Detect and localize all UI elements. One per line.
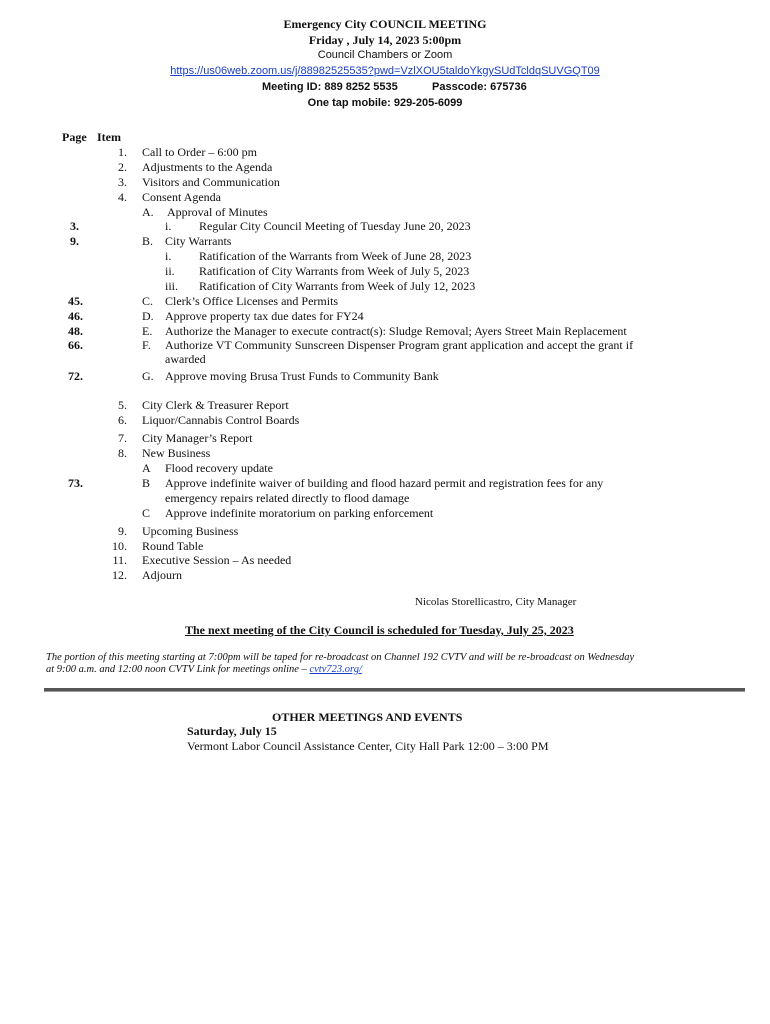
event-day: Saturday, July 15 bbox=[187, 724, 277, 738]
consent-subitem: Regular City Council Meeting of Tuesday June 20, 2023 bbox=[199, 219, 471, 233]
consent-item: Approve property tax due dates for FY24 bbox=[165, 309, 364, 323]
consent-item: Approval of Minutes bbox=[167, 205, 268, 219]
page-column-header: Page bbox=[62, 130, 87, 144]
agenda-number: 1. bbox=[118, 145, 127, 159]
page-number: 48. bbox=[68, 324, 83, 338]
agenda-item: Liquor/Cannabis Control Boards bbox=[142, 413, 300, 427]
agenda-number: 5. bbox=[118, 398, 127, 412]
agenda-item: City Clerk & Treasurer Report bbox=[142, 398, 289, 412]
consent-label: A. bbox=[142, 205, 154, 219]
agenda-item: City Manager’s Report bbox=[142, 431, 253, 445]
agenda-item: New Business bbox=[142, 446, 211, 460]
consent-label: C. bbox=[142, 294, 154, 308]
consent-sublabel: i. bbox=[165, 249, 172, 263]
consent-item-continued: awarded bbox=[165, 352, 206, 366]
page-number: 46. bbox=[68, 309, 83, 323]
new-business-item: Approve indefinite waiver of building and flood hazard permit and registration fees for any bbox=[165, 476, 604, 490]
agenda-number: 12. bbox=[112, 568, 127, 582]
consent-item: City Warrants bbox=[165, 234, 232, 248]
consent-item: Approve moving Brusa Trust Funds to Community Bank bbox=[165, 369, 439, 383]
signature: Nicolas Storellicastro, City Manager bbox=[415, 596, 577, 608]
new-business-label: C bbox=[142, 506, 151, 520]
page-number: 3. bbox=[70, 219, 79, 233]
new-business-item-continued: emergency repairs related directly to flood damage bbox=[165, 491, 410, 505]
consent-label: E. bbox=[142, 324, 153, 338]
broadcast-text: at 9:00 a.m. and 12:00 noon CVTV Link for meetings online – bbox=[46, 664, 310, 675]
agenda-item: Executive Session – As needed bbox=[142, 553, 292, 567]
agenda-number: 6. bbox=[118, 413, 127, 427]
other-meetings-title: OTHER MEETINGS AND EVENTS bbox=[272, 710, 463, 724]
consent-label: D. bbox=[142, 309, 154, 323]
agenda-item: Adjustments to the Agenda bbox=[142, 160, 273, 174]
page-number: 9. bbox=[70, 234, 79, 248]
consent-sublabel: ii. bbox=[165, 264, 175, 278]
zoom-link[interactable]: https://us06web.zoom.us/j/88982525535?pwd=VzlXOU5taldoYkgySUdTcldqSUVGQT09 bbox=[170, 65, 600, 77]
agenda-item: Upcoming Business bbox=[142, 524, 239, 538]
page-number: 45. bbox=[68, 294, 83, 308]
agenda-number: 9. bbox=[118, 524, 127, 538]
agenda-number: 8. bbox=[118, 446, 127, 460]
passcode: Passcode: 675736 bbox=[432, 81, 527, 93]
consent-subitem: Ratification of City Warrants from Week of July 5, 2023 bbox=[199, 264, 470, 278]
new-business-label: B bbox=[142, 476, 151, 490]
new-business-label: A bbox=[142, 461, 151, 475]
new-business-item: Approve indefinite moratorium on parking enforcement bbox=[165, 506, 434, 520]
agenda-number: 4. bbox=[118, 190, 127, 204]
event-description: Vermont Labor Council Assistance Center, City Hall Park 12:00 – 3:00 PM bbox=[187, 739, 549, 753]
page-number: 73. bbox=[68, 476, 83, 490]
agenda-item: Adjourn bbox=[142, 568, 182, 582]
consent-label: F. bbox=[142, 338, 151, 352]
consent-item: Clerk’s Office Licenses and Permits bbox=[165, 294, 339, 308]
meeting-datetime: Friday , July 14, 2023 5:00pm bbox=[308, 33, 462, 47]
agenda-number: 10. bbox=[112, 539, 127, 553]
agenda-item: Consent Agenda bbox=[142, 190, 221, 204]
agenda-item: Visitors and Communication bbox=[142, 175, 280, 189]
page-number: 72. bbox=[68, 369, 83, 383]
consent-sublabel: iii. bbox=[165, 279, 179, 293]
consent-item: Authorize the Manager to execute contract(s): Sludge Removal; Ayers Street Main Replacement bbox=[165, 324, 627, 338]
consent-subitem: Ratification of the Warrants from Week of June 28, 2023 bbox=[199, 249, 472, 263]
consent-label: B. bbox=[142, 234, 154, 248]
agenda-number: 2. bbox=[118, 160, 127, 174]
one-tap-mobile: One tap mobile: 929-205-6099 bbox=[307, 97, 463, 109]
next-meeting-notice: The next meeting of the City Council is scheduled for Tuesday, July 25, 2023 bbox=[185, 623, 574, 637]
agenda-number: 7. bbox=[118, 431, 127, 445]
consent-subitem: Ratification of City Warrants from Week of July 12, 2023 bbox=[199, 279, 476, 293]
page-number: 66. bbox=[68, 338, 83, 352]
broadcast-notice-line2 bbox=[46, 664, 362, 675]
meeting-id: Meeting ID: 889 8252 5535 bbox=[262, 81, 398, 93]
agenda-number: 3. bbox=[118, 175, 127, 189]
consent-label: G. bbox=[142, 369, 154, 383]
agenda-number: 11. bbox=[112, 553, 127, 567]
meeting-location: Council Chambers or Zoom bbox=[317, 49, 453, 61]
item-column-header: Item bbox=[97, 130, 121, 144]
cvtv-link[interactable]: cvtv723.org/ bbox=[309, 664, 362, 675]
consent-item: Authorize VT Community Sunscreen Dispenser Program grant application and accept the grant if bbox=[165, 338, 634, 352]
section-divider bbox=[44, 688, 745, 692]
meeting-title: Emergency City COUNCIL MEETING bbox=[283, 17, 487, 31]
consent-sublabel: i. bbox=[165, 219, 172, 233]
agenda-item: Round Table bbox=[142, 539, 204, 553]
new-business-item: Flood recovery update bbox=[165, 461, 273, 475]
broadcast-notice-line1: The portion of this meeting starting at 7:00pm will be taped for re-broadcast on Channel 192 CVTV and will be re-broadcast on Wednesday bbox=[46, 652, 635, 663]
agenda-item: Call to Order – 6:00 pm bbox=[142, 145, 257, 159]
